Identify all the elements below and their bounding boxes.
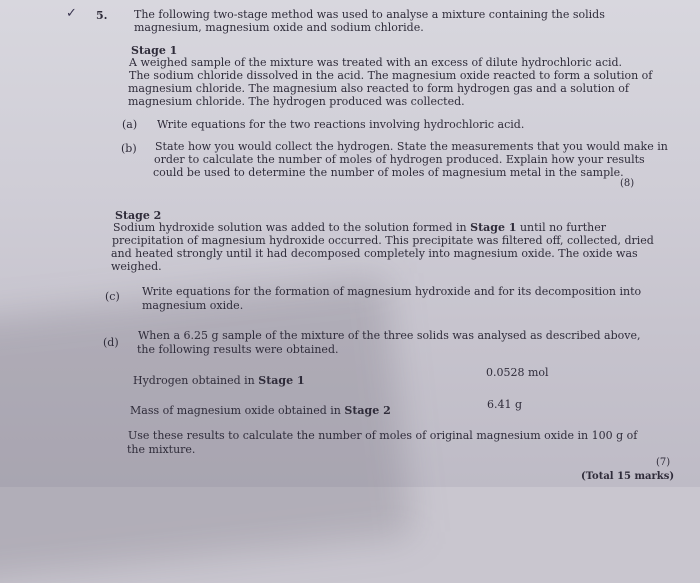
stage2-line-2: precipitation of magnesium hydroxide occurred. This precipitate was filtered off, collected, dried [112,234,654,247]
part-d-question-line-2: the mixture. [127,443,196,456]
total-marks: (Total 15 marks) [581,471,675,482]
result-oxide-stage: Stage 2 [344,404,391,417]
result-oxide-value: 6.41 g [487,398,523,411]
stage1-line-4: magnesium chloride. The hydrogen produced was collected. [128,95,465,108]
stage2-title: Stage 2 [115,209,162,222]
stage1-line-1: A weighed sample of the mixture was treated with an excess of dilute hydrochloric acid. [129,56,623,69]
stage1-line-2: The sodium chloride dissolved in the acid. The magnesium oxide reacted to form a solution of [129,69,653,82]
intro-line-2: magnesium, magnesium oxide and sodium chloride. [134,21,424,34]
stage2-line1-post: until no further [516,221,606,234]
part-c-label: (c) [105,290,120,303]
stage2-line-3: and heated strongly until it had decomposed completely into magnesium oxide. The oxide was [111,247,638,260]
part-c-line-1: Write equations for the formation of magnesium hydroxide and for its decomposition into [142,285,642,298]
part-d-label: (d) [103,336,119,349]
question-number: 5. [96,9,108,22]
result-hydrogen-stage: Stage 1 [258,374,305,387]
result-hydrogen-label: Hydrogen obtained in [133,374,259,387]
part-b-line-2: order to calculate the number of moles of hydrogen produced. Explain how your results [154,153,645,166]
part-b-label: (b) [121,142,137,155]
part-d-line-1: When a 6.25 g sample of the mixture of the three solids was analysed as described above, [138,329,641,342]
part-b-line-3: could be used to determine the number of moles of magnesium metal in the sample. [153,166,624,179]
result-row-oxide [130,404,391,417]
part-c-line-2: magnesium oxide. [142,299,244,312]
part-d-line-2: the following results were obtained. [137,343,339,356]
stage2-line-1 [113,221,606,234]
result-oxide-label: Mass of magnesium oxide obtained in [130,404,345,417]
intro-line-1: The following two-stage method was used to analyse a mixture containing the solids [134,8,605,21]
part-a-text: Write equations for the two reactions involving hydrochloric acid. [157,118,525,131]
stage1-line-3: magnesium chloride. The magnesium also reacted to form hydrogen gas and a solution of [128,82,629,95]
part-a-label: (a) [122,118,138,131]
stage2-line-4: weighed. [111,260,162,273]
result-hydrogen-value: 0.0528 mol [486,366,549,379]
part-d-marks: (7) [656,457,671,468]
stage2-line1-pre: Sodium hydroxide solution was added to the solution formed in [113,221,471,234]
part-d-question-line-1: Use these results to calculate the number of moles of original magnesium oxide in 100 g of [128,429,638,442]
part-b-line-1: State how you would collect the hydrogen. State the measurements that you would make in [155,140,668,153]
stage1-title: Stage 1 [131,44,178,57]
handwritten-tick-icon: ✓ [66,6,77,21]
result-row-hydrogen [133,374,305,387]
stage2-line1-bold: Stage 1 [470,221,517,234]
part-b-marks: (8) [620,178,635,189]
